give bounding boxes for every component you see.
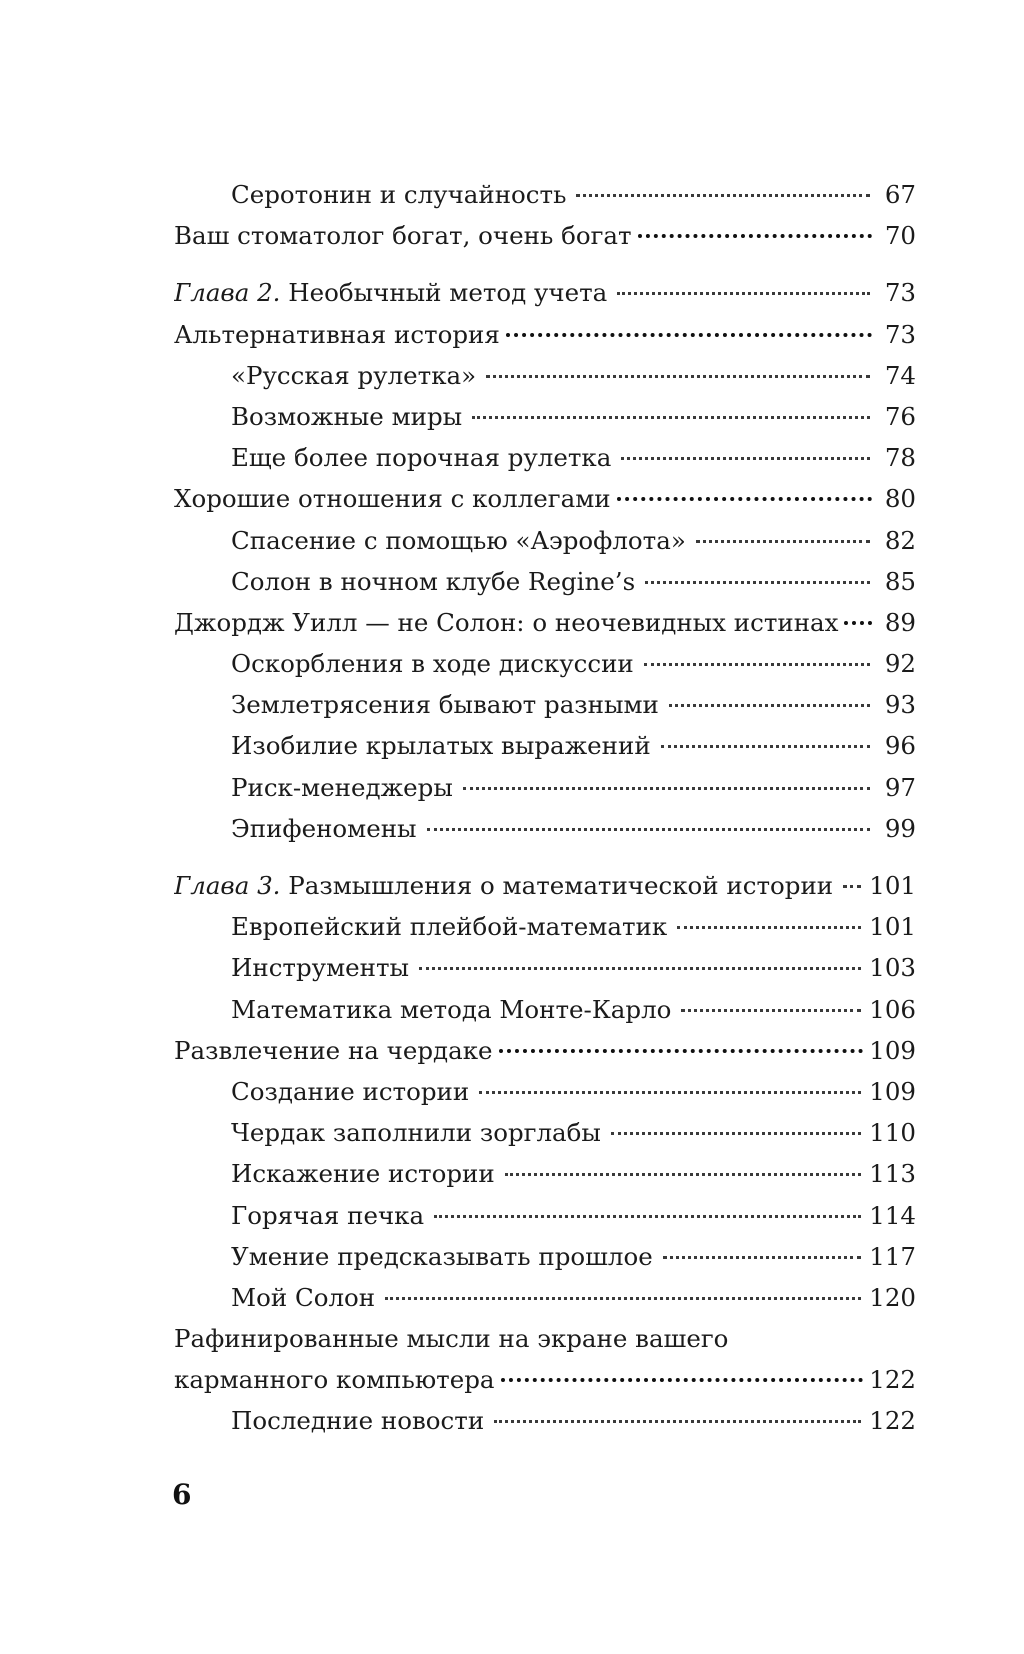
toc-entry-page: 67 bbox=[884, 180, 916, 209]
toc-dot-leader bbox=[434, 1215, 861, 1218]
toc-section-entry bbox=[174, 215, 916, 256]
toc-dot-leader bbox=[663, 1256, 861, 1259]
toc-entry bbox=[174, 767, 916, 808]
toc-entry-page: 120 bbox=[869, 1282, 916, 1312]
toc-entry-title: Чердак заполнили зорглабы bbox=[231, 1118, 601, 1148]
toc-section-entry bbox=[174, 314, 916, 355]
toc-entry bbox=[174, 989, 916, 1030]
toc-entry-page: 103 bbox=[869, 953, 916, 983]
table-of-contents bbox=[174, 174, 916, 1442]
toc-entry bbox=[174, 355, 916, 396]
toc-entry-title: Риск-менеджеры bbox=[231, 772, 453, 802]
toc-entry bbox=[174, 1400, 916, 1441]
toc-entry-title: Землетрясения бывают разными bbox=[231, 690, 659, 720]
toc-section-entry bbox=[174, 1359, 916, 1400]
chapter-title: Необычный метод учета bbox=[280, 278, 608, 308]
toc-entry-page: 109 bbox=[869, 1076, 916, 1106]
toc-entry bbox=[174, 906, 916, 947]
toc-dot-leader bbox=[843, 885, 861, 888]
toc-dot-leader bbox=[669, 704, 870, 707]
toc-dot-leader bbox=[644, 663, 870, 666]
toc-dot-leader bbox=[499, 1049, 864, 1053]
toc-entry-title: Серотонин и случайность bbox=[231, 180, 567, 209]
toc-dot-leader bbox=[463, 787, 870, 790]
toc-entry-page: 74 bbox=[884, 360, 916, 390]
toc-entry-title: Горячая печка bbox=[231, 1200, 425, 1230]
toc-entry-page: 109 bbox=[869, 1035, 916, 1065]
toc-entry bbox=[174, 561, 916, 602]
toc-entry bbox=[174, 520, 916, 561]
toc-entry-page: 82 bbox=[884, 525, 916, 555]
toc-entry bbox=[174, 725, 916, 766]
toc-entry-title: Еще более порочная рулетка bbox=[231, 443, 612, 473]
toc-entry-page: 122 bbox=[869, 1365, 916, 1395]
toc-entry-page: 101 bbox=[869, 912, 916, 942]
toc-entry-title: Эпифеномены bbox=[231, 813, 417, 843]
toc-section-entry bbox=[174, 478, 916, 519]
toc-entry-page: 110 bbox=[869, 1118, 916, 1148]
chapter-label: Глава 2. bbox=[174, 278, 281, 308]
toc-entry-page: 106 bbox=[869, 994, 916, 1024]
toc-dot-leader bbox=[696, 540, 870, 543]
toc-entry-title: Солон в ночном клубе Regine’s bbox=[231, 566, 636, 596]
toc-dot-leader bbox=[638, 234, 872, 238]
toc-entry-page: 73 bbox=[884, 278, 916, 308]
toc-dot-leader bbox=[385, 1297, 861, 1300]
chapter-title: Размышления о математической истории bbox=[280, 871, 834, 900]
toc-entry bbox=[174, 643, 916, 684]
toc-dot-leader bbox=[494, 1420, 861, 1423]
toc-entry bbox=[174, 396, 916, 437]
toc-dot-leader bbox=[419, 967, 861, 970]
toc-entry-title: Умение предсказывать прошлое bbox=[231, 1241, 653, 1271]
toc-entry bbox=[174, 1153, 916, 1194]
toc-entry-title: Искажение истории bbox=[231, 1159, 495, 1189]
toc-section-entry bbox=[174, 602, 916, 643]
toc-entry-page: 93 bbox=[884, 690, 916, 720]
page-number: 6 bbox=[172, 1478, 192, 1511]
toc-entry-title: карманного компьютера bbox=[174, 1365, 495, 1395]
toc-entry-page: 96 bbox=[884, 731, 916, 761]
toc-dot-leader bbox=[661, 745, 870, 748]
toc-entry-page: 73 bbox=[884, 319, 916, 349]
toc-entry-page: 78 bbox=[884, 443, 916, 473]
toc-entry-title bbox=[174, 865, 833, 906]
toc-dot-leader bbox=[576, 194, 870, 197]
toc-entry-page: 92 bbox=[884, 649, 916, 679]
toc-entry-title: Развлечение на чердаке bbox=[174, 1035, 493, 1065]
toc-dot-leader bbox=[479, 1091, 861, 1094]
toc-entry-title bbox=[174, 272, 607, 313]
toc-entry-page: 113 bbox=[869, 1159, 916, 1189]
toc-entry-page: 101 bbox=[869, 871, 916, 900]
toc-entry bbox=[174, 1112, 916, 1153]
toc-entry-page: 117 bbox=[869, 1241, 916, 1271]
toc-dot-leader bbox=[621, 457, 870, 460]
toc-entry-title: Оскорбления в ходе дискуссии bbox=[231, 649, 634, 679]
toc-dot-leader bbox=[501, 1378, 864, 1382]
toc-dot-leader bbox=[506, 333, 872, 337]
toc-entry-page: 76 bbox=[884, 401, 916, 431]
toc-entry-title: Возможные миры bbox=[231, 401, 463, 431]
toc-entry-title: «Русская рулетка» bbox=[231, 360, 477, 390]
toc-dot-leader bbox=[677, 926, 861, 929]
toc-dot-leader bbox=[427, 828, 870, 831]
toc-entry-title: Европейский плейбой-математик bbox=[231, 912, 668, 942]
toc-entry-page: 114 bbox=[869, 1200, 916, 1230]
toc-entry-title: Мой Солон bbox=[231, 1282, 376, 1312]
toc-dot-leader bbox=[611, 1132, 861, 1135]
toc-entry-title: Рафинированные мысли на экране вашего bbox=[174, 1324, 729, 1354]
toc-entry-page: 97 bbox=[884, 772, 916, 802]
toc-entry-title: Ваш стоматолог богат, очень богат bbox=[174, 221, 632, 251]
toc-entry bbox=[174, 174, 916, 215]
toc-entry-page: 99 bbox=[884, 813, 916, 843]
chapter-label: Глава 3. bbox=[174, 871, 281, 900]
toc-entry bbox=[174, 1071, 916, 1112]
toc-entry bbox=[174, 1277, 916, 1318]
toc-dot-leader bbox=[681, 1009, 861, 1012]
toc-entry-title: Хорошие отношения с коллегами bbox=[174, 484, 611, 514]
toc-entry-title: Спасение с помощью «Аэрофлота» bbox=[231, 525, 686, 555]
toc-dot-leader bbox=[617, 292, 870, 295]
toc-entry bbox=[174, 437, 916, 478]
toc-entry-page: 85 bbox=[884, 566, 916, 596]
toc-entry-title: Математика метода Монте-Карло bbox=[231, 994, 672, 1024]
toc-chapter-entry bbox=[174, 272, 916, 313]
toc-dot-leader bbox=[472, 416, 870, 419]
toc-entry-page: 70 bbox=[884, 221, 916, 251]
toc-dot-leader bbox=[617, 497, 872, 501]
toc-entry-title: Последние новости bbox=[231, 1406, 485, 1436]
toc-section-entry bbox=[174, 1030, 916, 1071]
toc-entry bbox=[174, 1195, 916, 1236]
toc-entry bbox=[174, 684, 916, 725]
toc-entry-page: 89 bbox=[884, 607, 916, 637]
toc-entry bbox=[174, 947, 916, 988]
toc-entry-title: Инструменты bbox=[231, 953, 410, 983]
toc-dot-leader bbox=[844, 621, 872, 625]
toc-dot-leader bbox=[645, 581, 870, 584]
toc-entry-title: Создание истории bbox=[231, 1076, 470, 1106]
toc-chapter-entry bbox=[174, 865, 916, 906]
toc-entry-page: 80 bbox=[884, 484, 916, 514]
toc-entry bbox=[174, 808, 916, 849]
toc-entry-title: Джордж Уилл — не Солон: о неочевидных истинах bbox=[174, 607, 839, 637]
toc-dot-leader bbox=[505, 1173, 862, 1176]
toc-entry-page: 122 bbox=[869, 1406, 916, 1436]
toc-entry-title: Изобилие крылатых выражений bbox=[231, 731, 651, 761]
toc-entry bbox=[174, 1236, 916, 1277]
toc-entry-title: Альтернативная история bbox=[174, 319, 500, 349]
toc-section-entry-first-line bbox=[174, 1318, 916, 1359]
toc-dot-leader bbox=[486, 375, 870, 378]
